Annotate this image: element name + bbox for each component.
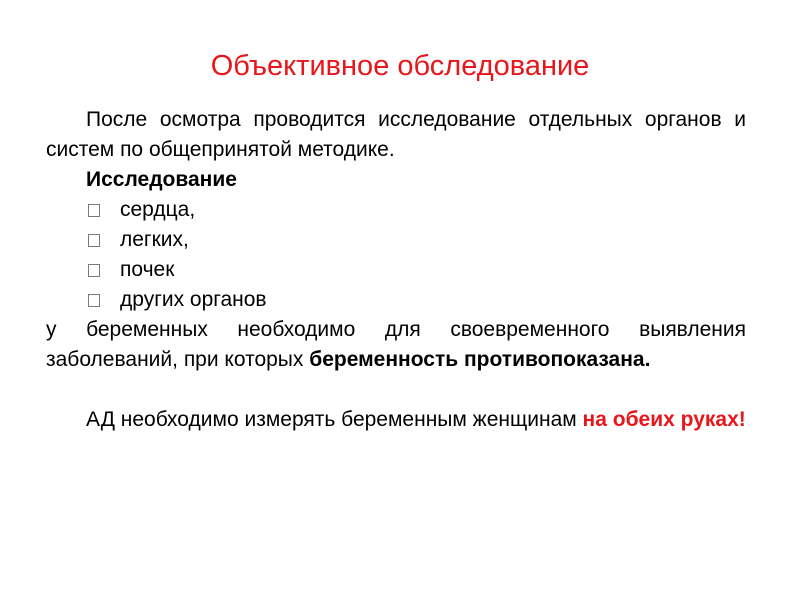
bp-paragraph [46,405,746,435]
exam-list-item [46,255,746,285]
square-bullet-icon [88,204,100,217]
exam-item-label: других органов [120,288,267,311]
square-bullet-icon [88,294,100,307]
exam-list-item [46,285,746,315]
slide-body [46,105,746,435]
pregnancy-text: у беременных необходимо для своевременного выявления заболеваний, при которых [46,318,746,371]
paragraph-spacer [46,375,746,405]
pregnancy-paragraph [46,315,746,375]
exam-list-item [46,225,746,255]
exam-item-label: почек [120,258,175,281]
square-bullet-icon [88,234,100,247]
exam-heading: Исследование [86,168,237,191]
bp-emphasis: на обеих руках! [582,408,746,431]
bp-text: АД необходимо измерять беременным женщинам [86,408,583,431]
exam-item-label: легких, [120,228,189,251]
square-bullet-icon [88,264,100,277]
slide-title: Объективное обследование [210,50,590,82]
exam-item-label: сердца, [120,198,196,221]
exam-list-item [46,195,746,225]
intro-paragraph: После осмотра проводится исследование отдельных органов и систем по общепринятой методике. [46,108,746,161]
pregnancy-emphasis: беременность противопоказана. [309,348,651,371]
exam-list [46,195,746,315]
